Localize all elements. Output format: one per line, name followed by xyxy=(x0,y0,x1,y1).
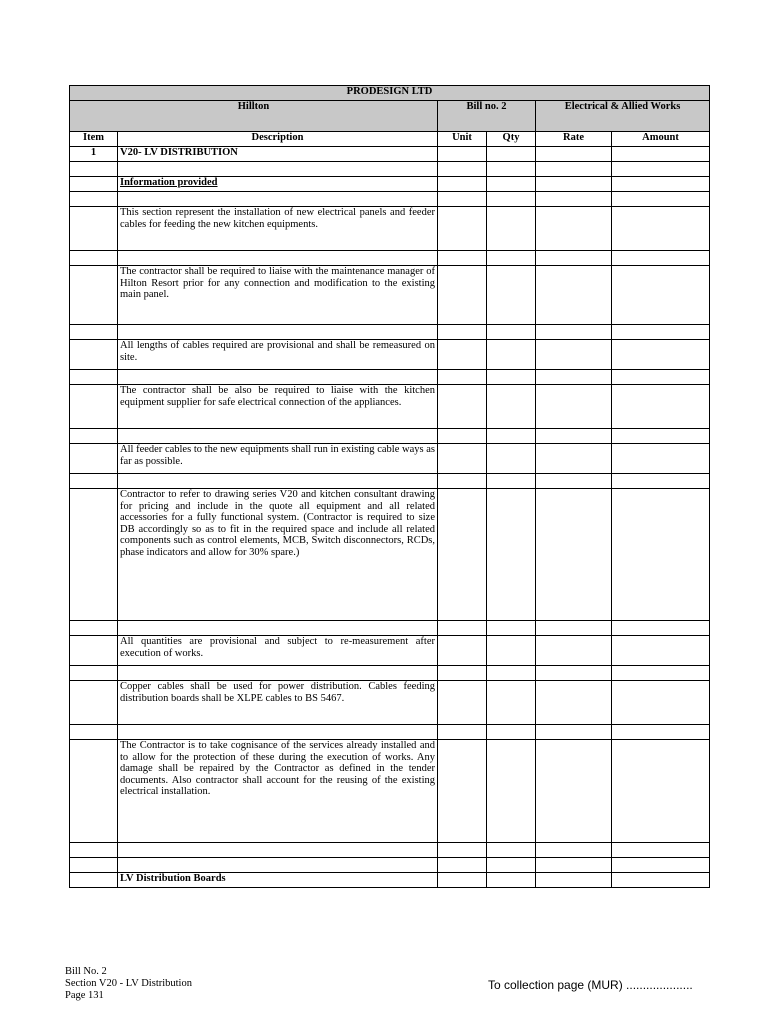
footer-section: Section V20 - LV Distribution xyxy=(65,978,192,989)
paragraph-text: All feeder cables to the new equipments shall run in existing cable ways as far as possible. xyxy=(118,444,438,474)
col-qty: Qty xyxy=(487,132,536,147)
paragraph-text: The contractor shall be required to liaise with the maintenance manager of Hilton Resort prior for any connection and modification to the existing main panel. xyxy=(118,266,438,325)
works-title: Electrical & Allied Works xyxy=(536,101,710,132)
paragraph-row xyxy=(70,444,710,474)
subsection-title: LV Distribution Boards xyxy=(118,873,438,888)
company-header-row xyxy=(70,86,710,101)
column-header-row xyxy=(70,132,710,147)
footer-bill-number: Bill No. 2 xyxy=(65,966,107,977)
blank-row xyxy=(70,621,710,636)
paragraph-row xyxy=(70,207,710,251)
blank-row xyxy=(70,666,710,681)
page-footer xyxy=(65,966,192,1002)
blank-row xyxy=(70,162,710,177)
bill-of-quantities-table xyxy=(69,85,710,888)
paragraph-text: Copper cables shall be used for power distribution. Cables feeding distribution boards shall be XLPE cables to BS 5467. xyxy=(118,681,438,725)
blank-row xyxy=(70,725,710,740)
paragraph-row xyxy=(70,266,710,325)
paragraph-row xyxy=(70,636,710,666)
col-unit: Unit xyxy=(438,132,487,147)
project-header-row xyxy=(70,101,710,132)
paragraph-row xyxy=(70,340,710,370)
bill-number: Bill no. 2 xyxy=(438,101,536,132)
paragraph-text: This section represent the installation of new electrical panels and feeder cables for feeding the new kitchen equipments. xyxy=(118,207,438,251)
paragraph-text: All quantities are provisional and subject to re-measurement after execution of works. xyxy=(118,636,438,666)
section-row xyxy=(70,147,710,162)
paragraph-row xyxy=(70,489,710,621)
blank-row xyxy=(70,370,710,385)
footer-page-number: Page 131 xyxy=(65,990,104,1001)
blank-row xyxy=(70,858,710,873)
collection-page-total: To collection page (MUR) .................... xyxy=(488,978,693,992)
project-name: Hillton xyxy=(70,101,438,132)
paragraph-row xyxy=(70,681,710,725)
blank-row xyxy=(70,192,710,207)
info-heading: Information provided xyxy=(118,177,438,192)
section-title: V20- LV DISTRIBUTION xyxy=(118,147,438,162)
col-rate: Rate xyxy=(536,132,612,147)
subsection-row xyxy=(70,873,710,888)
blank-row xyxy=(70,429,710,444)
blank-row xyxy=(70,325,710,340)
paragraph-text: Contractor to refer to drawing series V20 and kitchen consultant drawing for pricing and include in the quote all equipment and all related accessories for a fully functional system. (Contractor is required to size DB accordingly so as to fit in the required space and include all related components such as control elements, MCB, Switch disconnectors, RCDs, phase indicators and allow for 30% spare.) xyxy=(118,489,438,621)
company-name: PRODESIGN LTD xyxy=(70,86,710,101)
col-amount: Amount xyxy=(612,132,710,147)
blank-row xyxy=(70,474,710,489)
paragraph-text: The Contractor is to take cognisance of the services already installed and to allow for the protection of these during the execution of works. Any damage shall be repaired by the Contractor as defined in the tender documents. Also contractor shall account for the reusing of the existing electrical installation. xyxy=(118,740,438,843)
paragraph-row xyxy=(70,385,710,429)
blank-row xyxy=(70,843,710,858)
section-item-number: 1 xyxy=(70,147,118,162)
info-heading-row xyxy=(70,177,710,192)
paragraph-text: All lengths of cables required are provisional and shall be remeasured on site. xyxy=(118,340,438,370)
paragraph-row xyxy=(70,740,710,843)
paragraph-text: The contractor shall be also be required to liaise with the kitchen equipment supplier for safe electrical connection of the appliances. xyxy=(118,385,438,429)
col-item: Item xyxy=(70,132,118,147)
blank-row xyxy=(70,251,710,266)
col-description: Description xyxy=(118,132,438,147)
